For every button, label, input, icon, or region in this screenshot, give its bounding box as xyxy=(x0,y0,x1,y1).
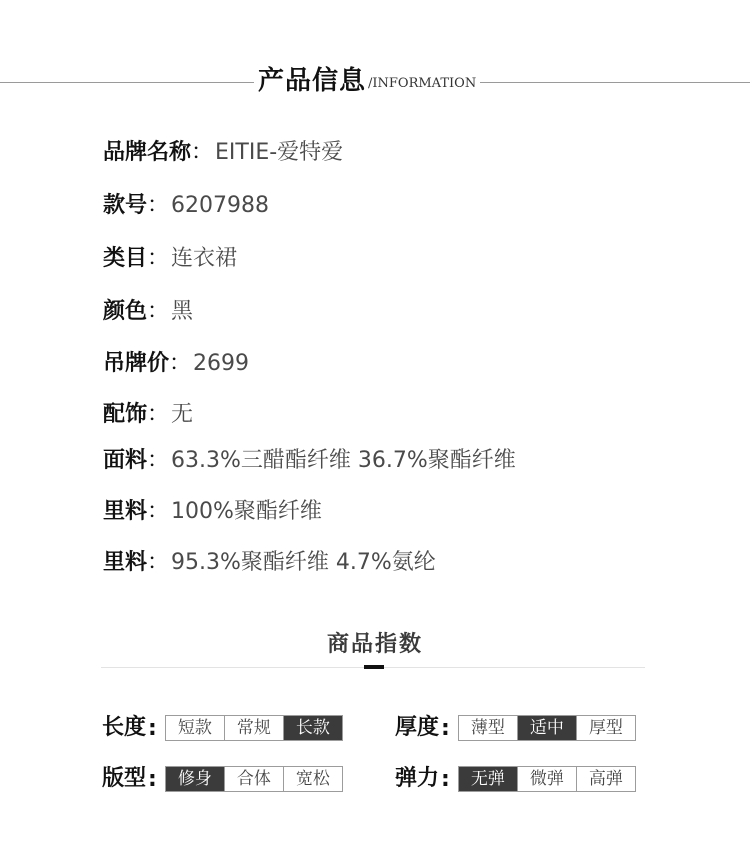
option-regular[interactable]: 常规 xyxy=(224,716,283,740)
info-label: 面料 xyxy=(103,448,148,473)
option-medium[interactable]: 适中 xyxy=(517,716,576,740)
section-marker xyxy=(364,665,384,669)
info-row-price xyxy=(103,349,249,379)
info-value: 连衣裙 xyxy=(171,246,238,271)
index-group-thickness xyxy=(395,713,636,743)
header xyxy=(254,58,480,98)
info-row-style-number xyxy=(103,191,269,221)
index-section-title: 商品指数 xyxy=(326,632,423,657)
option-thick[interactable]: 厚型 xyxy=(576,716,635,740)
info-value: EITIE-爱特爱 xyxy=(215,140,344,165)
info-colon: ： xyxy=(147,193,170,218)
option-thin[interactable]: 薄型 xyxy=(459,716,517,740)
info-label: 吊牌价 xyxy=(103,351,170,376)
info-colon: ： xyxy=(147,499,170,524)
fit-options xyxy=(165,766,343,792)
index-label: 厚度 xyxy=(395,715,440,740)
info-label: 里料 xyxy=(103,499,148,524)
info-value: 2699 xyxy=(193,351,250,376)
option-high-stretch[interactable]: 高弹 xyxy=(576,767,635,791)
index-group-fit xyxy=(102,764,343,794)
index-colon: : xyxy=(441,766,450,792)
info-colon: ： xyxy=(147,246,170,271)
info-value: 黑 xyxy=(171,299,194,324)
info-value: 95.3%聚酯纤维 4.7%氨纶 xyxy=(171,550,436,575)
info-colon: ： xyxy=(147,448,170,473)
info-colon: ： xyxy=(169,351,192,376)
info-colon: ： xyxy=(147,402,170,427)
info-row-fabric xyxy=(103,446,516,476)
info-row-lining-2 xyxy=(103,548,436,578)
info-value: 63.3%三醋酯纤维 36.7%聚酯纤维 xyxy=(171,448,516,473)
elasticity-options xyxy=(458,766,636,792)
info-row-category xyxy=(103,244,237,274)
index-colon: : xyxy=(441,715,450,741)
option-no-stretch[interactable]: 无弹 xyxy=(459,767,517,791)
option-loose[interactable]: 宽松 xyxy=(283,767,342,791)
info-label: 品牌名称 xyxy=(103,140,192,165)
info-value: 6207988 xyxy=(171,193,270,218)
index-label: 长度 xyxy=(102,715,147,740)
option-slight-stretch[interactable]: 微弹 xyxy=(517,767,576,791)
page-subtitle: /INFORMATION xyxy=(368,76,477,91)
index-group-length xyxy=(102,713,343,743)
index-label: 弹力 xyxy=(395,766,440,791)
info-row-lining-1 xyxy=(103,497,322,527)
info-row-color xyxy=(103,297,193,327)
info-label: 里料 xyxy=(103,550,148,575)
option-slim[interactable]: 修身 xyxy=(166,767,224,791)
option-short[interactable]: 短款 xyxy=(166,716,224,740)
info-label: 款号 xyxy=(103,193,148,218)
info-colon: ： xyxy=(191,140,214,165)
info-colon: ： xyxy=(147,299,170,324)
info-label: 颜色 xyxy=(103,299,148,324)
index-label: 版型 xyxy=(102,766,147,791)
option-fitted[interactable]: 合体 xyxy=(224,767,283,791)
info-row-accessory xyxy=(103,400,193,430)
info-row-brand xyxy=(103,138,343,168)
page-title: 产品信息 xyxy=(258,66,367,96)
option-long[interactable]: 长款 xyxy=(283,716,342,740)
info-label: 配饰 xyxy=(103,402,148,427)
length-options xyxy=(165,715,343,741)
info-value: 100%聚酯纤维 xyxy=(171,499,322,524)
index-colon: : xyxy=(148,715,157,741)
index-group-elasticity xyxy=(395,764,636,794)
thickness-options xyxy=(458,715,636,741)
index-colon: : xyxy=(148,766,157,792)
info-label: 类目 xyxy=(103,246,148,271)
info-colon: ： xyxy=(147,550,170,575)
info-value: 无 xyxy=(171,402,194,427)
